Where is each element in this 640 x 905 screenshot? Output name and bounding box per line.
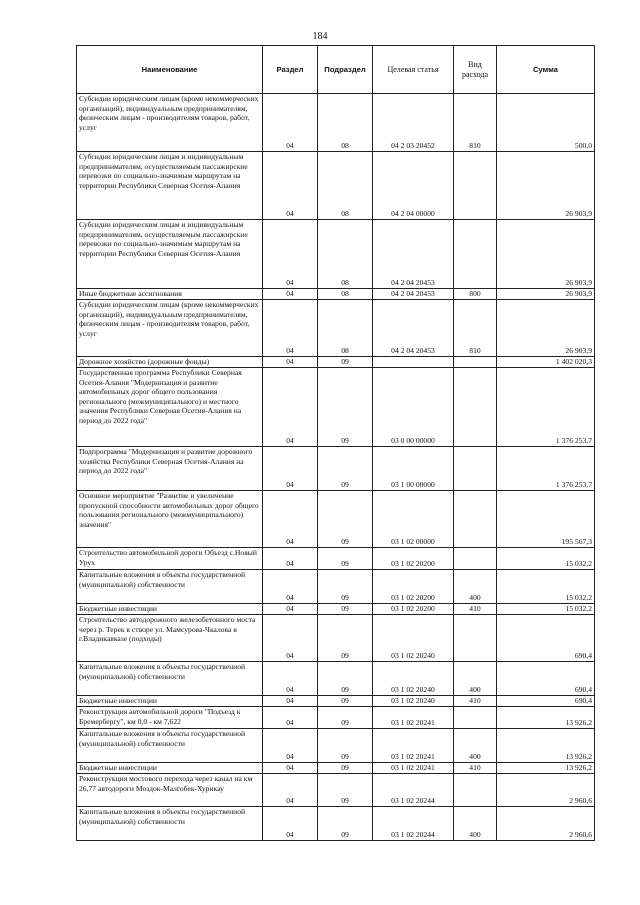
cell-target: 04 2 03 20452 [373,94,454,152]
header-name: Наименование [77,46,263,94]
cell-section: 04 [263,707,318,729]
table-row [77,763,595,774]
cell-name: Субсидии юридическим лицам (кроме некоммерческих организаций), индивидуальным предпринимателям, физическим лицам - производителям товаров, работ, услуг [77,300,263,357]
cell-amount: 26 903,9 [497,152,595,220]
cell-target: 04 2 04 20453 [373,300,454,357]
cell-section: 04 [263,300,318,357]
cell-name: Подпрограмма "Модернизация и развитие дорожного хозяйства Республики Северная Осетия-Алания на период до 2022 года" [77,447,263,491]
table-row [77,604,595,615]
table-row [77,570,595,604]
table-row [77,615,595,662]
cell-expense [454,368,497,447]
cell-subsection: 09 [318,615,373,662]
cell-section: 04 [263,94,318,152]
cell-expense [454,707,497,729]
cell-name: Строительство автомобильной дороги Объезд с.Новый Урух [77,548,263,570]
cell-name: Капитальные вложения в объекты государственной (муниципальной) собственности [77,807,263,841]
cell-expense [454,491,497,548]
cell-amount: 13 926,2 [497,763,595,774]
cell-section: 04 [263,548,318,570]
cell-amount: 15 032,2 [497,548,595,570]
cell-target: 03 1 02 20240 [373,696,454,707]
table-row [77,289,595,300]
cell-target: 03 1 02 20240 [373,615,454,662]
cell-expense: 410 [454,763,497,774]
cell-expense [454,220,497,289]
cell-expense: 810 [454,300,497,357]
cell-expense [454,357,497,368]
cell-name: Государственная программа Республики Северная Осетия-Алания "Модернизация и развитие автомобильных дорог общего пользования регионального (межмуниципального) и местного значения Республики Северная Осетия-Алания на период до 2022 года" [77,368,263,447]
header-amount: Сумма [497,46,595,94]
cell-subsection: 09 [318,774,373,807]
page-number: 184 [312,31,328,42]
table-row [77,707,595,729]
table-row [77,152,595,220]
table-row [77,357,595,368]
cell-amount: 1 402 020,3 [497,357,595,368]
cell-name: Дорожное хозяйство (дорожные фонды) [77,357,263,368]
cell-name: Капитальные вложения в объекты государственной (муниципальной) собственности [77,729,263,763]
cell-target: 03 1 02 20241 [373,707,454,729]
table-row [77,94,595,152]
cell-target [373,357,454,368]
cell-expense: 410 [454,696,497,707]
table-row [77,368,595,447]
cell-expense [454,615,497,662]
cell-target: 03 1 02 00000 [373,491,454,548]
cell-amount: 26 903,9 [497,289,595,300]
cell-subsection: 09 [318,447,373,491]
cell-amount: 15 032,2 [497,604,595,615]
cell-target: 04 2 04 00000 [373,152,454,220]
cell-section: 04 [263,807,318,841]
cell-amount: 2 960,6 [497,807,595,841]
cell-subsection: 09 [318,707,373,729]
cell-expense: 400 [454,662,497,696]
cell-subsection: 09 [318,604,373,615]
cell-name: Субсидии юридическим лицам (кроме некоммерческих организаций), индивидуальным предпринимателям, физическим лицам - производителям товаров, работ, услуг [77,94,263,152]
cell-section: 04 [263,220,318,289]
cell-amount: 690,4 [497,615,595,662]
cell-name: Капитальные вложения в объекты государственной (муниципальной) собственности [77,570,263,604]
cell-amount: 13 926,2 [497,707,595,729]
cell-name: Бюджетные инвестиции [77,763,263,774]
cell-section: 04 [263,729,318,763]
cell-amount: 690,4 [497,662,595,696]
cell-name: Бюджетные инвестиции [77,604,263,615]
cell-amount: 15 032,2 [497,570,595,604]
cell-target: 03 1 00 00000 [373,447,454,491]
cell-subsection: 09 [318,729,373,763]
cell-section: 04 [263,368,318,447]
table-row [77,729,595,763]
cell-subsection: 08 [318,220,373,289]
header-section: Раздел [263,46,318,94]
cell-target: 04 2 04 20453 [373,289,454,300]
cell-amount: 1 376 253,7 [497,447,595,491]
header-expense: Вид расхода [454,46,497,94]
cell-target: 03 1 02 20200 [373,604,454,615]
cell-subsection: 08 [318,152,373,220]
cell-expense: 400 [454,570,497,604]
cell-target: 04 2 04 20453 [373,220,454,289]
table-row [77,491,595,548]
cell-target: 03 0 00 00000 [373,368,454,447]
cell-section: 04 [263,615,318,662]
cell-name: Реконструкция автомобильной дороги "Подъезд к Бремербергу", км 0,0 - км 7,622 [77,707,263,729]
cell-expense: 410 [454,604,497,615]
cell-section: 04 [263,491,318,548]
cell-target: 03 1 02 20244 [373,807,454,841]
cell-expense: 800 [454,289,497,300]
cell-subsection: 09 [318,548,373,570]
cell-expense: 400 [454,729,497,763]
cell-expense [454,447,497,491]
cell-amount: 26 903,9 [497,220,595,289]
cell-name: Субсидии юридическим лицам и индивидуальным предпринимателям, осуществляемым пассажирские перевозки по социально-значимым маршрутам на территории Республики Северная Осетия-Алания [77,220,263,289]
cell-section: 04 [263,357,318,368]
cell-amount: 13 926,2 [497,729,595,763]
cell-subsection: 09 [318,368,373,447]
cell-section: 04 [263,570,318,604]
cell-subsection: 08 [318,300,373,357]
cell-subsection: 09 [318,357,373,368]
cell-amount: 1 376 253,7 [497,368,595,447]
header-subsection: Подраздел [318,46,373,94]
table-header-row [77,46,595,94]
table-row [77,807,595,841]
cell-section: 04 [263,763,318,774]
cell-section: 04 [263,289,318,300]
table-row [77,774,595,807]
cell-subsection: 09 [318,807,373,841]
cell-target: 03 1 02 20244 [373,774,454,807]
cell-amount: 195 567,3 [497,491,595,548]
cell-amount: 2 960,6 [497,774,595,807]
cell-amount: 500,0 [497,94,595,152]
cell-subsection: 09 [318,491,373,548]
cell-target: 03 1 02 20240 [373,662,454,696]
table-row [77,662,595,696]
cell-name: Субсидии юридическим лицам и индивидуальным предпринимателям, осуществляемым пассажирские перевозки по социально-значимым маршрутам на территории Республики Северная Осетия-Алания [77,152,263,220]
cell-section: 04 [263,662,318,696]
cell-expense: 400 [454,807,497,841]
header-target: Целевая статья [373,46,454,94]
cell-name: Основное мероприятие "Развитие и увеличение пропускной способности автомобильных дорог общего пользования регионального (межмуниципального) значения" [77,491,263,548]
cell-expense [454,152,497,220]
cell-subsection: 09 [318,570,373,604]
cell-subsection: 09 [318,662,373,696]
table-row [77,447,595,491]
cell-name: Капитальные вложения в объекты государственной (муниципальной) собственности [77,662,263,696]
cell-target: 03 1 02 20241 [373,729,454,763]
table-row [77,548,595,570]
cell-name: Строительство автодорожного железобетонного моста через р. Терек в створе ул. Мамсурова-Чкалова в г.Владикавказе (подходы) [77,615,263,662]
cell-subsection: 09 [318,763,373,774]
cell-section: 04 [263,696,318,707]
cell-expense: 810 [454,94,497,152]
cell-target: 03 1 02 20241 [373,763,454,774]
cell-expense [454,774,497,807]
cell-name: Иные бюджетные ассигнования [77,289,263,300]
cell-name: Реконструкция мостового перехода через канал на км 26,77 автодороги Моздок-Малгобек-Хурикау [77,774,263,807]
cell-section: 04 [263,152,318,220]
cell-target: 03 1 02 20200 [373,548,454,570]
cell-section: 04 [263,774,318,807]
budget-table [76,45,595,841]
cell-subsection: 08 [318,94,373,152]
cell-name: Бюджетные инвестиции [77,696,263,707]
table-row [77,300,595,357]
cell-section: 04 [263,447,318,491]
cell-amount: 690,4 [497,696,595,707]
cell-target: 03 1 02 20200 [373,570,454,604]
table-row [77,220,595,289]
cell-section: 04 [263,604,318,615]
cell-subsection: 09 [318,696,373,707]
table-row [77,696,595,707]
cell-expense [454,548,497,570]
cell-subsection: 08 [318,289,373,300]
cell-amount: 26 903,9 [497,300,595,357]
